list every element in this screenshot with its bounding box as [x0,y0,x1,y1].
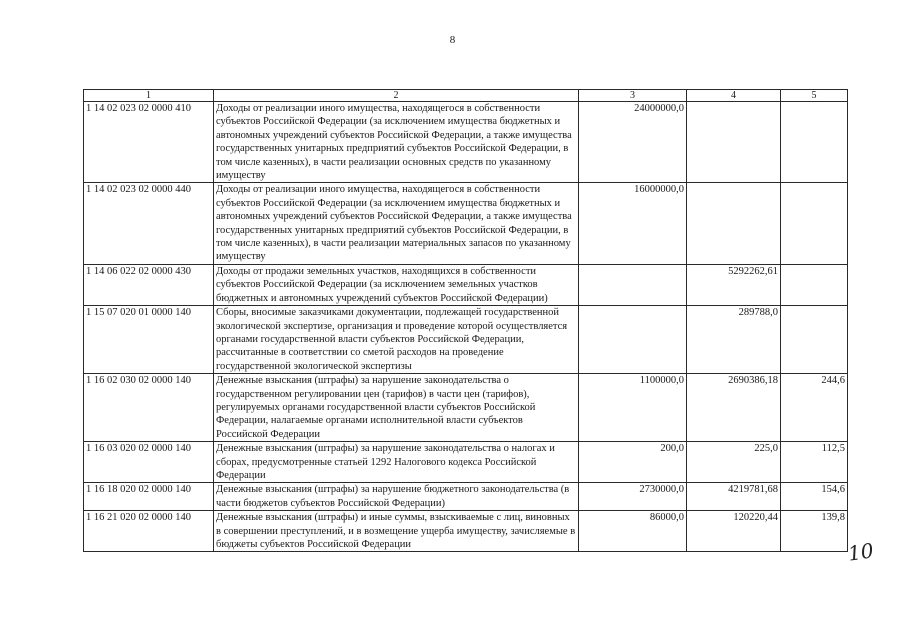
table-row [84,264,848,305]
revenue-description: Денежные взыскания (штрафы) за нарушение законодательства о налогах и сборах, предусмотренные статьей 1292 Налогового кодекса Российской Федерации [214,442,579,483]
planned-amount: 2730000,0 [579,483,687,511]
planned-amount: 86000,0 [579,511,687,552]
table-row [84,442,848,483]
budget-code: 1 16 02 030 02 0000 140 [84,374,214,442]
page-number: 8 [449,34,456,46]
table-row [84,511,848,552]
planned-amount [579,264,687,305]
execution-percent: 112,5 [781,442,848,483]
table-row [84,102,848,183]
header-col-1: 1 [84,90,214,102]
budget-code: 1 16 18 020 02 0000 140 [84,483,214,511]
header-col-2: 2 [214,90,579,102]
table-row [84,306,848,374]
revenue-description: Доходы от реализации иного имущества, находящегося в собственности субъектов Российской Федерации (за исключением имущества бюджетных и автономных учреждений субъектов Российской Федерации, а также имущества государственных унитарных предприятий субъектов Российской Федерации, в том числе казенных), в части реализации основных средств по указанному имуществу [214,102,579,183]
revenue-description: Сборы, вносимые заказчиками документации, подлежащей государственной экологической экспертизе, организация и проведение которой осуществляется органами государственной власти субъектов Российской Федерации, рассчитанные в соответствии со сметой расходов на проведение государственной экологической экспертизы [214,306,579,374]
budget-code: 1 14 02 023 02 0000 410 [84,102,214,183]
budget-code: 1 16 03 020 02 0000 140 [84,442,214,483]
execution-percent [781,102,848,183]
planned-amount: 1100000,0 [579,374,687,442]
revenue-description: Денежные взыскания (штрафы) за нарушение бюджетного законодательства (в части бюджетов субъектов Российской Федерации) [214,483,579,511]
actual-amount [687,102,781,183]
execution-percent [781,264,848,305]
table-row [84,374,848,442]
planned-amount: 24000000,0 [579,102,687,183]
planned-amount [579,306,687,374]
actual-amount [687,183,781,264]
actual-amount: 225,0 [687,442,781,483]
budget-code: 1 16 21 020 02 0000 140 [84,511,214,552]
actual-amount: 5292262,61 [687,264,781,305]
budget-code: 1 14 06 022 02 0000 430 [84,264,214,305]
execution-percent: 154,6 [781,483,848,511]
planned-amount: 200,0 [579,442,687,483]
header-col-3: 3 [579,90,687,102]
budget-code: 1 14 02 023 02 0000 440 [84,183,214,264]
actual-amount: 4219781,68 [687,483,781,511]
actual-amount: 2690386,18 [687,374,781,442]
execution-percent [781,183,848,264]
revenue-description: Денежные взыскания (штрафы) и иные суммы, взыскиваемые с лиц, виновных в совершении преступлений, и в возмещение ущерба имуществу, зачисляемые в бюджеты субъектов Российской Федерации [214,511,579,552]
table-header-row [84,90,848,102]
planned-amount: 16000000,0 [579,183,687,264]
budget-code: 1 15 07 020 01 0000 140 [84,306,214,374]
actual-amount: 120220,44 [687,511,781,552]
execution-percent: 139,8 [781,511,848,552]
header-col-5: 5 [781,90,848,102]
revenue-description: Доходы от продажи земельных участков, находящихся в собственности субъектов Российской Федерации (за исключением земельных участков бюджетных и автономных учреждений субъектов Российской Федерации) [214,264,579,305]
handwritten-note: 10 [846,538,875,566]
execution-percent: 244,6 [781,374,848,442]
actual-amount: 289788,0 [687,306,781,374]
execution-percent [781,306,848,374]
revenue-description: Денежные взыскания (штрафы) за нарушение законодательства о государственном регулировании цен (тарифов) в части цен (тарифов), регулируемых органами государственной власти субъектов Российской Федерации, налагаемые органами исполнительной власти субъектов Российской Федерации [214,374,579,442]
table-row [84,183,848,264]
revenue-description: Доходы от реализации иного имущества, находящегося в собственности субъектов Российской Федерации (за исключением имущества бюджетных и автономных учреждений субъектов Российской Федерации, а также имущества государственных унитарных предприятий субъектов Российской Федерации, в том числе казенных), в части реализации материальных запасов по указанному имуществу [214,183,579,264]
header-col-4: 4 [687,90,781,102]
revenue-table [83,89,848,552]
table-row [84,483,848,511]
